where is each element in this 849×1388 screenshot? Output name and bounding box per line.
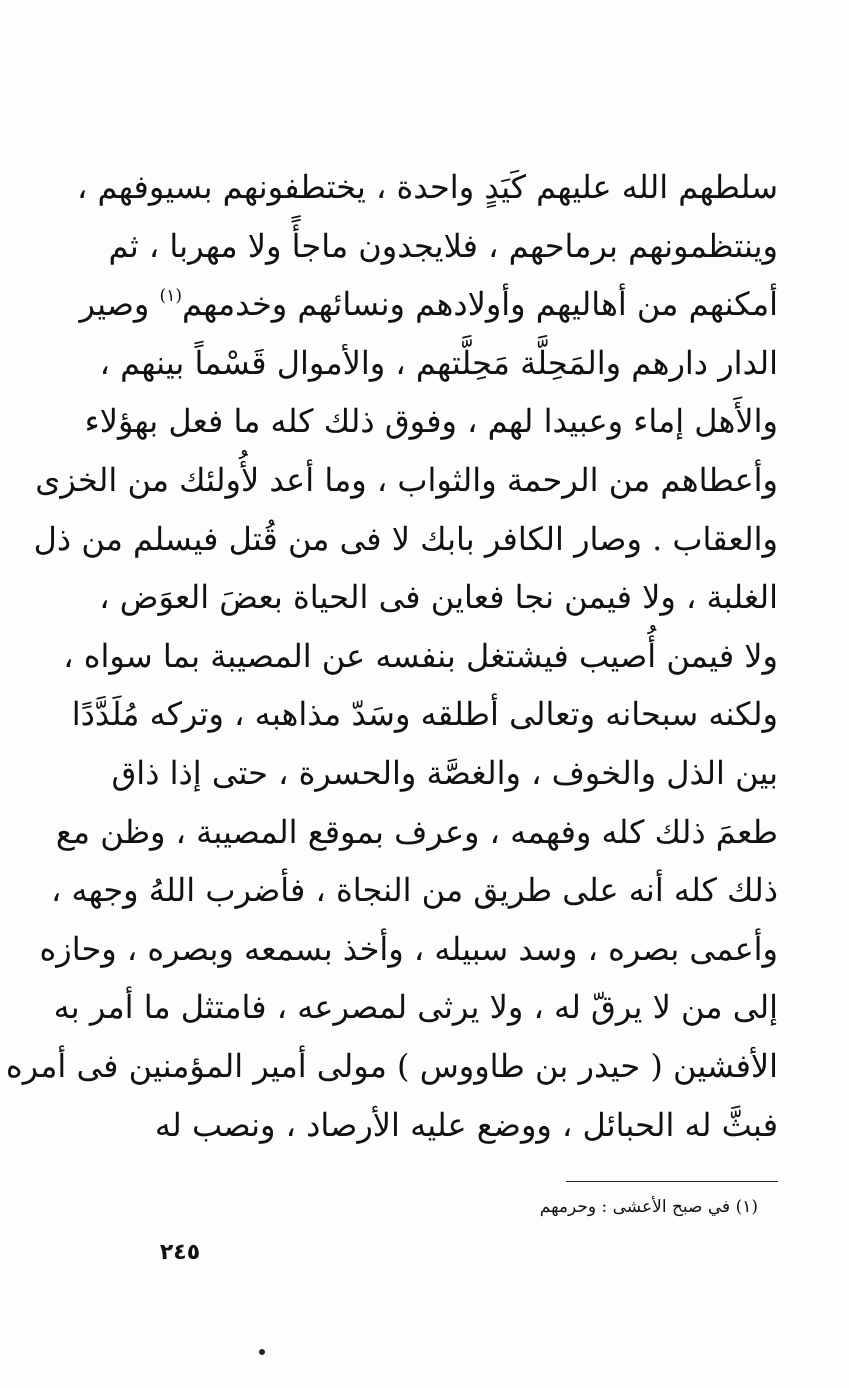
text-line-3 [79, 282, 778, 341]
text-line-16: الأفشين ( حيدر بن طاووس ) مولى أمير المؤمنين فى أمره [5, 1046, 778, 1085]
text-line-13: ذلك كله أنه على طريق من النجاة ، فأضرب اللهُ وجهه ، [50, 871, 778, 910]
text-line-9: ولا فيمن أُصيب فيشتغل بنفسه عن المصيبة بما سواه ، [63, 636, 778, 675]
text-line-1: سلطهم الله عليهم كَيَدٍ واحدة ، يختطفونهم بسيوفهم ، [76, 168, 778, 206]
text-line-4: الدار دارهم والمَحِلَّة مَحِلَّتهم ، والأموال قَسْماً بينهم ، [99, 343, 778, 382]
main-text-block [5, 165, 778, 1161]
footnote: (١) في صبح الأعشى : وحرمهم [539, 1197, 758, 1217]
text-line-2: وينتظمونهم برماحهم ، فلايجدون ماجأً ولا مهربا ، ثم [108, 226, 778, 265]
text-line-8: الغلبة ، ولا فيمن نجا فعاين فى الحياة بعضَ العوَض ، [99, 578, 778, 617]
page-number: ٢٤٥ [159, 1240, 201, 1265]
text-line-6: وأعطاهم من الرحمة والثواب ، وما أعد لأُولئك من الخزى [35, 460, 778, 499]
text-line-14: وأعمى بصره ، وسد سبيله ، وأخذ بسمعه وبصره ، وحازه [39, 929, 778, 968]
text-line-12: طعمَ ذلك كله وفهمه ، وعرف بموقع المصيبة ، وظن مع [55, 812, 778, 851]
text-line-3-start: أمكنهم من أهاليهم وأولادهم ونسائهم وخدمهم [181, 285, 778, 324]
text-line-11: بين الذل والخوف ، والغصَّة والحسرة ، حتى إذا ذاق [111, 753, 778, 792]
ink-speck [259, 1349, 265, 1355]
text-line-7: والعقاب . وصار الكافر بابك لا فى من قُتل فيسلم من ذل [33, 519, 778, 558]
text-line-15: إلى من لا يرقّ له ، ولا يرثى لمصرعه ، فامتثل ما أمر به [53, 988, 778, 1027]
text-line-10: ولكنه سبحانه وتعالى أطلقه وسَدّ مذاهبه ، وتركه مُلَدَّدًا [71, 695, 778, 734]
text-line-5: والأَهل إماء وعبيدا لهم ، وفوق ذلك كله ما فعل بهؤلاء [84, 402, 778, 441]
text-line-17: فبثَّ له الحبائل ، ووضع عليه الأرصاد ، ونصب له [154, 1105, 778, 1144]
footnote-divider [566, 1181, 778, 1182]
text-line-3-end: وصير [79, 285, 150, 324]
footnote-reference: (١) [159, 286, 182, 307]
